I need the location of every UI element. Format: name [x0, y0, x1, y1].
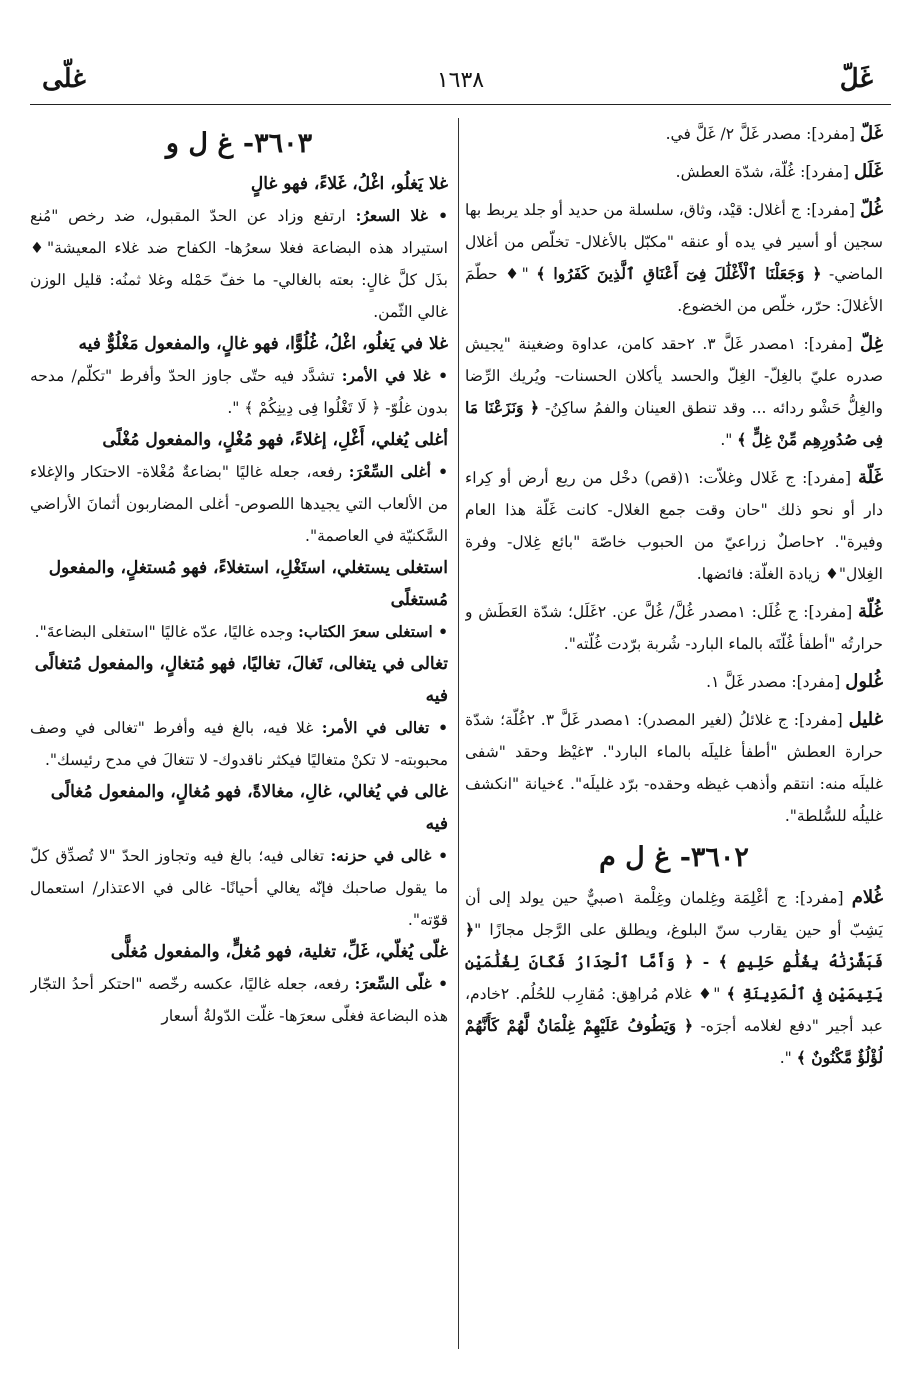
verb-sense	[30, 712, 448, 776]
quran-quote: ﴿ لَا تَغْلُوا فِى دِينِكُمْ ﴾	[244, 399, 381, 417]
quran-quote: ﴿ وَيَطُوفُ عَلَيْهِمْ غِلْمَانٌ لَّهُمْ كَأَنَّهُمْ لُؤْلُؤٌ مَّكْنُونٌ ﴾	[465, 1016, 883, 1067]
entry-definition: [مفرد]: ج أغْلِمَة وغِلمان وغِلْمة ١صبيٌّ حين يولد إلى أن يَشِبّ أو حين يقارب سنّ البلوغ، ويطلق على الرَّجل مجازًا "	[465, 889, 883, 939]
sense-lemma: • غلا السعرُ:	[355, 206, 448, 225]
sense-lemma: • غلّى السِّعرَ:	[354, 974, 448, 993]
sense-definition: وجده غاليًا، عدّه غاليًا "استغلى البضاعةَ".	[34, 623, 299, 641]
entry-definition-cont: ".	[779, 1049, 797, 1067]
entry-headword: غُلّ	[859, 199, 883, 220]
dictionary-entry	[465, 118, 883, 150]
sense-lemma: • تغالى في الأمر:	[321, 718, 448, 737]
verb-sense	[30, 456, 448, 552]
root-section-title: ٣٦٠٢- غ ل م	[599, 842, 749, 873]
entry-headword: غُلول	[845, 671, 883, 692]
entry-definition: [مفرد]: ج غلائلُ (لغير المصدر): ١مصدر غَلَّ ٣. ٢غُلّة؛ شدّة حرارة العطش "أطفأ غليلَه بالماء البارد". ٣غيْظ وحقد "شفى غليلَه منه: انتقم وأذهب غيظه وحقده- برّد غليلَه". ٤خيانة "انكشف غليلُه للسُّلطة".	[465, 711, 883, 825]
page-header	[30, 58, 891, 106]
sense-definition: ارتفع وزاد عن الحدّ المقبول، ضد رخص "مُنع استيراد هذه البضاعة فغلا سعرُها- الكفاح ضد غلاء المعيشة"♦ بذَل كلَّ غالٍ: بعته بالغالي- ما خفّ حَمْله وغلا ثمنُه: قليل الوزن غالي الثّمن.	[30, 207, 448, 321]
header-guide-word-right: غَلّ	[839, 64, 873, 94]
verb-sense	[30, 840, 448, 936]
entry-definition: [مفرد]: ج أغلال: قيْد، وثاق، سلسلة من حديد أو جلد يربط بها سجين أو أسير في يده أو عنقه "مكبّل بالأغلال- تخلّص من أغلال الماضي-	[465, 201, 883, 283]
sense-definition: غلا فيه، بالغ فيه وأفرط "تغالى في وصف محبوبته- لا تكنْ متغاليًا فيكثر ناقدوك- لا تتغالَ في مدح رئيسك".	[30, 719, 448, 769]
entry-definition: [مفرد]: ج غُلَل: ١مصدر غُلَّ/ غُلَّ عن. ٢غَلَل؛ شدّة العَطَش و حرارتُه "أطفأ غُلّتَه بالماء البارد- شُربة برّدت غُلّته".	[465, 603, 883, 653]
dictionary-entry	[465, 704, 883, 832]
header-rule	[30, 104, 891, 105]
sense-definition: رفعه، جعله غاليًا "بضاعةٌ مُغْلاة- الاحتكار والإغلاء من الألعاب التي يجيدها اللصوص- أغلى المضاربون أثمانَ الأراضي السَّكنيّة في العاصمة".	[30, 463, 448, 545]
header-guide-word-left: غلّى	[42, 64, 86, 94]
entry-headword: غليل	[848, 709, 883, 730]
verb-headline: غالى في يُغالي، غالِ، مغالاةً، فهو مُغالٍ، والمفعول مُغالًى فيه	[50, 782, 448, 834]
entry-headword: غَلَل	[853, 161, 883, 182]
dictionary-entry	[465, 596, 883, 660]
verb-headline: غلا في يَغلُو، اغْلُ، غُلُوًّا، فهو غالٍ، والمفعول مَغْلُوٌّ فيه	[78, 334, 448, 354]
verb-headline: استغلى يستغلي، استَغْلِ، استغلاءً، فهو مُستغلٍ، والمفعول مُستغلًى	[48, 558, 448, 610]
entry-definition: [مفرد]: ج غَلال وغلاّت: ١(قص) دخْل من ريع أرض أو كِراء دار أو نحو ذلك "حان وقت جمع الغلال- كانت غَلّة هذا العام وفيرة". ٢حاصلٌ زراعيّ من الحبوب خاصّة "بائع غِلال- وفرة الغِلال"♦ زيادة الغلّة: فائضها.	[465, 469, 883, 583]
verb-headline: غلا يَغلُو، اغْلُ، غَلاءً، فهو غالٍ	[250, 174, 448, 194]
quran-quote: ﴿ وَجَعَلْنَا ٱلْأَغْلَٰلَ فِىٓ أَعْنَاقِ ٱلَّذِينَ كَفَرُوا ﴾	[536, 264, 822, 283]
entry-headword: غَلّة	[857, 467, 883, 488]
right-column	[465, 118, 883, 1359]
quran-quote: ﴿ وَنَزَعْنَا مَا فِى صُدُورِهِم مِّنْ غِلٍّ ﴾	[465, 398, 883, 449]
entry-headword: غُلّة	[857, 601, 883, 622]
sense-definition-cont: ".	[227, 399, 245, 417]
entry-definition: [مفرد]: غُلّة، شدّة العطش.	[675, 163, 854, 181]
left-column	[30, 118, 448, 1359]
verb-headline: تغالى في يتغالى، تَغالَ، تغاليًا، فهو مُتغالٍ، والمفعول مُتغالًى فيه	[34, 654, 448, 706]
verb-headline: أغلى يُغلي، أَغْلِ، إغلاءً، فهو مُغْلٍ، والمفعول مُغْلًى	[102, 430, 448, 450]
sense-definition: تشدَّد فيه حتّى جاوز الحدّ وأفرط "تكلّم/ مدحه بدون غلُوّ-	[30, 367, 448, 417]
column-divider	[458, 118, 459, 1349]
page-number: ١٦٣٨	[436, 68, 485, 93]
quran-quote: ﴿ فَبَشَّرْنَٰهُ بِغُلَٰمٍ حَلِيمٍ ﴾ - ﴿ وَأَمَّا ٱلْجِدَارُ فَكَانَ لِغُلَٰمَيْنِ يَتِيمَيْنِ فِى ٱلْمَدِينَةِ ﴾	[465, 920, 883, 1003]
root-section-title: ٣٦٠٣- غ ل و	[165, 128, 313, 159]
dictionary-entry	[465, 462, 883, 590]
sense-lemma: • استغلى سعرَ الكتاب:	[298, 622, 448, 641]
entry-headword: غِلّ	[859, 333, 883, 354]
verb-sense	[30, 360, 448, 424]
entry-definition: [مفرد]: ١مصدر غَلَّ ٣. ٢حقد كامن، عداوة وضغينة "يجيش صدره عليّ بالغِلّ- الغِلّ والحسد يأكلان الحسنات- ويُريك الرِّضا والغِلُّ حَشْو ردائه ... وقد تنطق العينان والفمُ ساكِنُ-	[465, 335, 883, 417]
entry-definition: [مفرد]: مصدر غَلَّ ١.	[706, 673, 846, 691]
entry-headword: غَلّ	[859, 123, 883, 144]
sense-definition: تغالى فيه؛ بالغ فيه وتجاوز الحدّ "لا تُصدِّق كلّ ما يقول صاحبك فإنّه يغالي أحيانًا- غالى في الاعتذار/ استعمال قوّته".	[30, 847, 448, 929]
sense-lemma: • أغلى السِّعْرَ:	[348, 462, 448, 481]
verb-sense	[30, 968, 448, 1032]
entry-definition: [مفرد]: مصدر غَلَّ ٢/ غَلَّ في.	[665, 125, 860, 143]
dictionary-entry	[465, 156, 883, 188]
verb-sense	[30, 200, 448, 328]
dictionary-entry	[465, 666, 883, 698]
sense-lemma: • غلا في الأمر:	[341, 366, 448, 385]
sense-lemma: • غالى في حزنه:	[330, 846, 448, 865]
sense-definition: رفعه، جعله غاليًا، عكسه رخّصه "احتكر أحدُ التجّار هذه البضاعة فغلّى سعرَها- غلّت الدّولةُ أسعار	[30, 975, 448, 1025]
entry-headword: غُلام	[851, 887, 883, 908]
entry-definition-cont: "♦ غلام مُراهِق: مُقارِب للحُلُم. ٢خادم، عبد أجير "دفع لغلامه أجرَه-	[465, 985, 883, 1035]
verb-headline: غلّى يُغلّي، غَلِّ، تغلية، فهو مُغلٍّ، والمفعول مُغلًّى	[110, 942, 448, 962]
entry-definition-cont: "♦ حطّمَ الأغلالَ: حرّر، خلّص من الخضوع.	[465, 265, 883, 315]
dictionary-entry	[465, 194, 883, 322]
dictionary-entry	[465, 328, 883, 456]
verb-sense	[30, 616, 448, 648]
entry-definition-cont: ".	[720, 431, 738, 449]
dictionary-entry	[465, 882, 883, 1074]
